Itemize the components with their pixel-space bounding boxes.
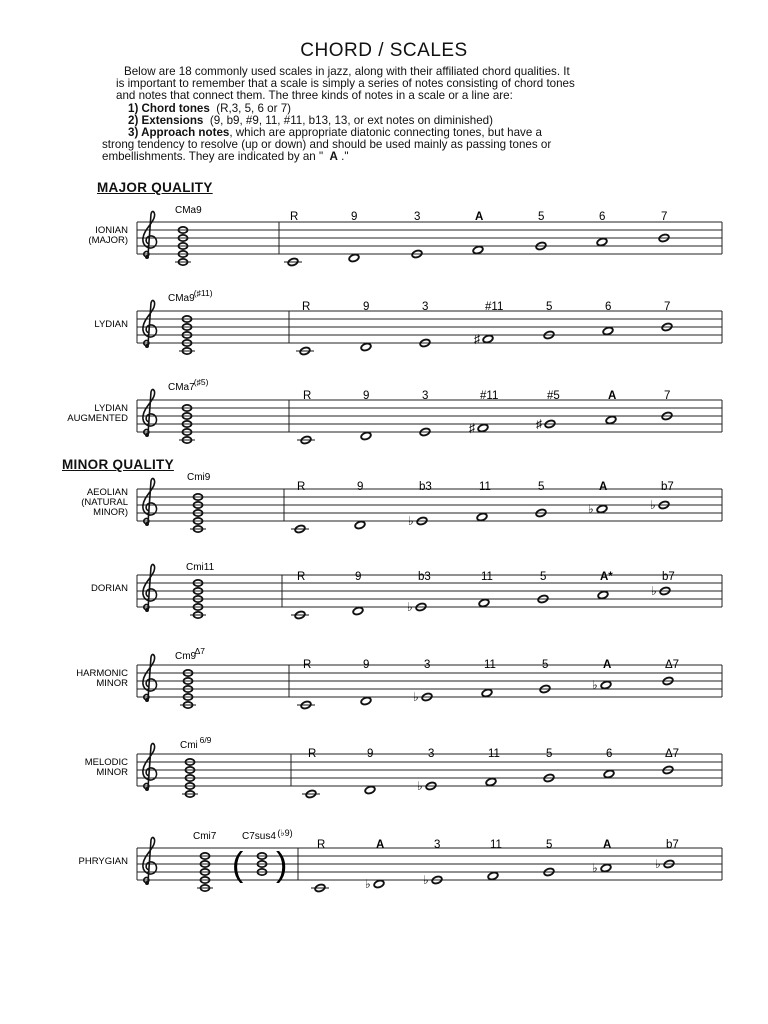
scale-name-label: HARMONIC xyxy=(76,668,128,679)
chord-symbol: CMa9 xyxy=(175,205,202,216)
scale-degree-label: 3 xyxy=(424,659,431,671)
scale-row xyxy=(67,377,722,445)
scale-note xyxy=(603,769,615,778)
scale-degree-label: b7 xyxy=(662,571,675,583)
scale-name-label: PHRYGIAN xyxy=(78,856,128,867)
page-title: CHORD / SCALES xyxy=(300,40,468,61)
section-heading-minor: MINOR QUALITY xyxy=(62,457,174,472)
chord-symbol: CMa7 xyxy=(168,382,195,393)
scale-degree-label: 9 xyxy=(363,390,370,402)
scale-degree-label: R xyxy=(297,481,306,493)
scale-degree-label: A* xyxy=(600,571,613,583)
scale-degree-label: 5 xyxy=(538,211,545,223)
scale-degree-label: 3 xyxy=(414,211,421,223)
scale-name-label: IONIAN xyxy=(95,225,128,236)
scale-degree-label: A xyxy=(603,659,612,671)
chord-extension: (♯11) xyxy=(193,288,213,298)
scale-degree-label: b3 xyxy=(419,481,432,493)
scale-note xyxy=(477,423,489,432)
scale-note xyxy=(481,688,493,697)
scale-row xyxy=(91,562,722,620)
scale-degree-label: 3 xyxy=(422,390,429,402)
scale-degree-label: 7 xyxy=(661,211,668,223)
scale-name-label: DORIAN xyxy=(91,583,128,594)
flat-icon: ♭ xyxy=(655,857,661,871)
scale-degree-label: b7 xyxy=(661,481,674,493)
scale-degree-label: 7 xyxy=(664,390,671,402)
scale-name-label: LYDIAN xyxy=(94,319,128,330)
flat-icon: ♭ xyxy=(408,514,414,528)
flat-icon: ♭ xyxy=(365,877,371,891)
scale-degree-label: R xyxy=(297,571,306,583)
chord-symbol: Cmi xyxy=(180,740,198,751)
flat-icon: ♭ xyxy=(592,678,598,692)
scale-note xyxy=(373,879,385,888)
intro-item-extensions: 2) Extensions (9, b9, #9, 11, #11, b13, 13, or ext notes on diminished) xyxy=(128,113,493,127)
scale-note xyxy=(476,512,488,521)
scale-degree-label: R xyxy=(303,659,312,671)
scale-note xyxy=(360,696,372,705)
scale-degree-label: 7 xyxy=(664,301,671,313)
section-heading-major: MAJOR QUALITY xyxy=(97,180,213,195)
scale-degree-label: 3 xyxy=(428,748,435,760)
scale-note xyxy=(596,504,608,513)
scale-degree-label: #11 xyxy=(480,390,499,402)
chord-extension: (♯5) xyxy=(193,377,209,387)
chord-symbol: CMa9 xyxy=(168,293,195,304)
scale-note xyxy=(472,245,484,254)
flat-icon: ♭ xyxy=(423,873,429,887)
scale-name-label: MINOR xyxy=(96,767,128,778)
chord-symbol: Cm9 xyxy=(175,651,197,662)
scale-degree-label: A xyxy=(376,839,385,851)
scale-degree-label: Δ7 xyxy=(665,748,680,760)
scale-degree-label: 6 xyxy=(599,211,606,223)
scale-name-label: MINOR xyxy=(96,678,128,689)
treble-clef-icon xyxy=(143,654,157,702)
flat-icon: ♭ xyxy=(592,861,598,875)
paren-left: ( xyxy=(232,846,244,884)
scale-note xyxy=(597,590,609,599)
scale-degree-label: R xyxy=(317,839,326,851)
intro-line: embellishments. They are indicated by an " A ." xyxy=(102,150,349,164)
scale-row xyxy=(94,288,722,356)
chord-symbol: Cmi7 xyxy=(193,831,217,842)
scale-degree-label: 9 xyxy=(363,659,370,671)
scale-name-label: MELODIC xyxy=(84,757,128,768)
scale-note xyxy=(605,415,617,424)
scale-name-label: AEOLIAN xyxy=(86,487,128,498)
scale-degree-label: #11 xyxy=(485,301,504,313)
scale-name-label: AUGMENTED xyxy=(67,413,128,424)
intro-line: strong tendency to resolve (up or down) and should be used mainly as passing tones or xyxy=(102,138,552,152)
scale-note xyxy=(348,253,360,262)
scale-degree-label: 11 xyxy=(479,481,491,493)
scale-degree-label: A xyxy=(599,481,608,493)
scale-name-label: (NATURAL xyxy=(81,497,128,508)
scale-degree-label: 11 xyxy=(490,839,502,851)
flat-icon: ♭ xyxy=(407,600,413,614)
scale-degree-label: #5 xyxy=(547,390,560,402)
chord-symbol-secondary: C7sus4 xyxy=(242,831,276,842)
scale-degree-label: 5 xyxy=(540,571,547,583)
intro-line: is important to remember that a scale is simply a series of notes consisting of chord tones xyxy=(116,77,575,91)
scale-note xyxy=(360,342,372,351)
scale-note xyxy=(482,334,494,343)
scale-degree-label: 9 xyxy=(351,211,358,223)
chord-extension: (♭9) xyxy=(277,828,293,838)
scale-name-label: MINOR) xyxy=(93,507,128,518)
treble-clef-icon xyxy=(143,564,157,612)
scale-degree-label: 9 xyxy=(367,748,374,760)
scale-degree-label: 11 xyxy=(481,571,493,583)
scale-note xyxy=(485,777,497,786)
intro-line: Below are 18 commonly used scales in jazz, along with their affiliated chord qualities. It xyxy=(124,65,570,78)
scale-degree-label: b3 xyxy=(418,571,431,583)
treble-clef-icon xyxy=(143,300,157,348)
sharp-icon: ♯ xyxy=(469,421,475,435)
scale-note xyxy=(354,520,366,529)
scale-note xyxy=(360,431,372,440)
scale-degree-label: R xyxy=(290,211,299,223)
sharp-icon: ♯ xyxy=(536,417,542,431)
chord-symbol: Cmi11 xyxy=(186,562,215,573)
scale-degree-label: b7 xyxy=(666,839,679,851)
scale-name-label: LYDIAN xyxy=(94,403,128,414)
treble-clef-icon xyxy=(143,743,157,791)
chord-extension: 6/9 xyxy=(199,735,212,745)
scale-degree-label: Δ7 xyxy=(665,659,680,671)
flat-icon: ♭ xyxy=(651,584,657,598)
chord-extension: Δ7 xyxy=(194,646,206,656)
scale-degree-label: 5 xyxy=(546,839,553,851)
scale-degree-label: 9 xyxy=(363,301,370,313)
scale-note xyxy=(600,680,612,689)
scale-degree-label: A xyxy=(603,839,612,851)
scale-row xyxy=(85,735,722,799)
flat-icon: ♭ xyxy=(417,779,423,793)
scale-note xyxy=(596,237,608,246)
scale-degree-label: R xyxy=(308,748,317,760)
scale-degree-label: 6 xyxy=(605,301,612,313)
scale-note xyxy=(478,598,490,607)
intro-item-approach: 3) Approach notes, which are appropriate diatonic connecting tones, but have a xyxy=(128,126,542,140)
scale-note xyxy=(352,606,364,615)
treble-clef-icon xyxy=(143,389,157,437)
scale-degree-label: 5 xyxy=(542,659,549,671)
flat-icon: ♭ xyxy=(588,502,594,516)
scale-name-label: (MAJOR) xyxy=(88,235,128,246)
scale-degree-label: 9 xyxy=(357,481,364,493)
scale-degree-label: A xyxy=(475,211,484,223)
treble-clef-icon xyxy=(143,478,157,526)
scale-row xyxy=(81,472,722,534)
scale-row xyxy=(88,205,722,267)
scale-degree-label: 5 xyxy=(538,481,545,493)
scale-degree-label: 11 xyxy=(488,748,500,760)
scale-note xyxy=(487,871,499,880)
scale-degree-label: 5 xyxy=(546,748,553,760)
flat-icon: ♭ xyxy=(413,690,419,704)
scale-note xyxy=(602,326,614,335)
scale-note xyxy=(600,863,612,872)
intro-line: and notes that connect them. The three kinds of notes in a scale or a line are: xyxy=(116,89,513,103)
scale-degree-label: R xyxy=(302,301,311,313)
treble-clef-icon xyxy=(143,211,157,259)
scale-note xyxy=(364,785,376,794)
scale-degree-label: R xyxy=(303,390,312,402)
scale-degree-label: A xyxy=(608,390,617,402)
scale-degree-label: 9 xyxy=(355,571,362,583)
flat-icon: ♭ xyxy=(650,498,656,512)
paren-right: ) xyxy=(276,846,288,884)
sharp-icon: ♯ xyxy=(474,332,480,346)
intro-item-chord-tones: 1) Chord tones (R,3, 5, 6 or 7) xyxy=(128,101,292,115)
scale-degree-label: 3 xyxy=(434,839,441,851)
scale-row xyxy=(79,828,722,893)
treble-clef-icon xyxy=(143,837,157,885)
scale-row xyxy=(76,646,722,710)
scale-degree-label: 6 xyxy=(606,748,613,760)
scale-degree-label: 3 xyxy=(422,301,429,313)
scale-degree-label: 11 xyxy=(484,659,496,671)
scale-degree-label: 5 xyxy=(546,301,553,313)
chord-symbol: Cmi9 xyxy=(187,472,211,483)
